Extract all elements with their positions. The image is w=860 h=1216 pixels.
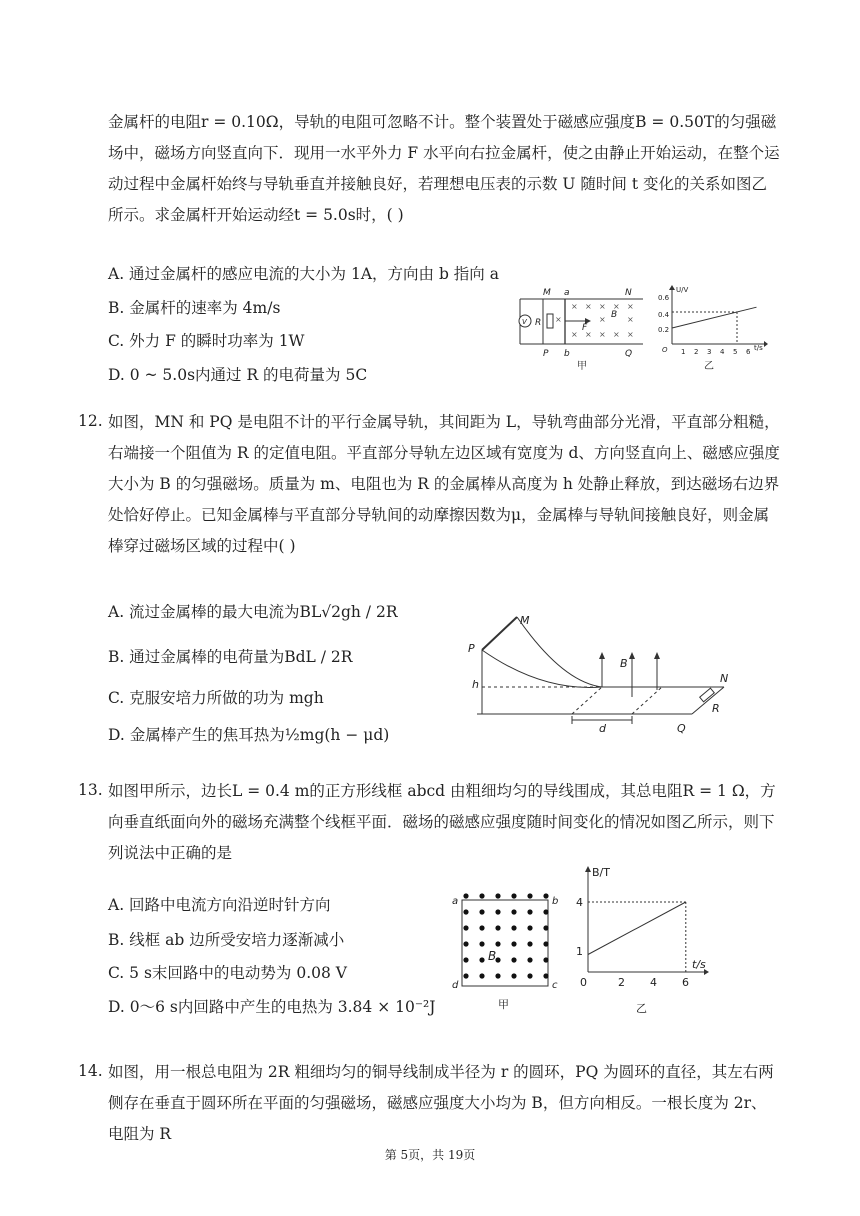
q11-circuit-figure	[515, 284, 645, 372]
q12-label-m: M	[520, 614, 530, 627]
field-dot	[479, 941, 484, 946]
field-dot	[511, 957, 516, 962]
q13-option-c: C. 5 s末回路中的电动势为 0.08 V	[108, 964, 347, 982]
q11-xtick-3: 3	[707, 348, 712, 356]
field-dot	[511, 925, 516, 930]
field-dot	[527, 973, 532, 978]
q12-option-c: C. 克服安培力所做的功为 mgh	[108, 689, 324, 707]
svg-text:×: ×	[627, 330, 634, 339]
field-dot	[527, 925, 532, 930]
q11-option-a: A. 通过金属杆的感应电流的大小为 1A，方向由 b 指向 a	[108, 265, 499, 283]
label-n: N	[625, 288, 632, 298]
field-dot	[495, 925, 500, 930]
field-dot	[511, 893, 516, 898]
caption-jia: 甲	[577, 361, 587, 372]
q13-caption-yi: 乙	[636, 1002, 647, 1015]
q13-xtick-4: 4	[650, 976, 657, 989]
q11-origin: O	[662, 346, 668, 354]
q11-option-d: D. 0 ~ 5.0s内通过 R 的电荷量为 5C	[108, 366, 368, 384]
field-dot	[479, 957, 484, 962]
q13-ytick-1: 1	[576, 945, 583, 958]
q13-option-d: D. 0～6 s内回路中产生的电热为 3.84 × 10⁻²J	[108, 998, 436, 1016]
q11-ylabel: U/V	[676, 286, 689, 294]
field-dot	[463, 973, 468, 978]
svg-text:×: ×	[613, 330, 620, 339]
q11-series-line	[672, 307, 757, 328]
q13-caption-jia: 甲	[498, 998, 509, 1011]
caption-yi: 乙	[704, 361, 714, 372]
field-dot	[511, 909, 516, 914]
label-v: V	[522, 318, 527, 326]
svg-text:×: ×	[585, 302, 592, 311]
label-b2: b	[564, 349, 570, 359]
field-dot	[479, 925, 484, 930]
q14-number: 14.	[78, 1062, 103, 1080]
q11-ytick-04: 0.4	[658, 311, 670, 319]
label-p: P	[543, 349, 549, 359]
q11-xlabel: t/s	[754, 344, 763, 352]
field-dot	[543, 925, 548, 930]
q13-label-d: d	[452, 980, 459, 991]
field-dot	[527, 909, 532, 914]
field-dot	[511, 941, 516, 946]
q13-option-b: B. 线框 ab 边所受安培力逐渐减小	[108, 931, 345, 949]
q13-ytick-4: 4	[576, 896, 583, 909]
q11-xtick-4: 4	[720, 348, 725, 356]
q12-label-h: h	[472, 678, 479, 691]
field-dot	[463, 957, 468, 962]
q13-series-line	[588, 902, 686, 955]
field-dot	[527, 957, 532, 962]
label-f: F	[582, 323, 588, 333]
q12-number: 12.	[78, 412, 103, 430]
q12-rail-figure	[462, 612, 742, 737]
field-dot	[543, 909, 548, 914]
q11-xtick-2: 2	[694, 348, 699, 356]
q14-stem: 如图，用一根总电阻为 2R 粗细均匀的铜导线制成半径为 r 的圆环，PQ 为圆环的直径，其左右两侧存在垂直于圆环所在平面的匀强磁场，磁感应强度大小均为 B，但方向相反。一根长度为 2r、电阻为 R	[108, 1063, 774, 1143]
q11-option-c: C. 外力 F 的瞬时功率为 1W	[108, 332, 305, 350]
field-dot	[479, 909, 484, 914]
q12-option-b: B. 通过金属棒的电荷量为BdL / 2R	[108, 648, 353, 666]
field-dot	[543, 941, 548, 946]
q13-stem: 如图甲所示，边长L = 0.4 m的正方形线框 abcd 由粗细均匀的导线围成，其总电阻R = 1 Ω，方向垂直纸面向外的磁场充满整个线框平面．磁场的磁感应强度随时间变化的情况如图乙所示，则下列说法中正确的是	[108, 782, 776, 862]
q13-number: 13.	[78, 781, 103, 799]
q13-frame-figure	[448, 886, 566, 1016]
q13-xlabel: t/s	[692, 958, 706, 971]
field-dot	[495, 941, 500, 946]
q13-label-field: B	[488, 949, 497, 963]
field-dot	[495, 973, 500, 978]
q13-option-a: A. 回路中电流方向沿逆时针方向	[108, 896, 331, 914]
q12-stem: 如图，MN 和 PQ 是电阻不计的平行金属导轨，其间距为 L，导轨弯曲部分光滑，平直部分粗糙，右端接一个阻值为 R 的定值电阻。平直部分导轨左边区域有宽度为 d、方向竖直向上、磁感应强度大小为 B 的匀强磁场。质量为 m、电阻也为 R 的金属棒从高度为 h 处静止释放，到达磁场右边界处恰好停止。已知金属棒与平直部分导轨间的动摩擦因数为μ，金属棒与导轨间接触良好，则金属棒穿过磁场区域的过程中( )	[108, 413, 780, 555]
q12-label-q: Q	[677, 722, 686, 735]
q12-option-d: D. 金属棒产生的焦耳热为½mg(h − μd)	[108, 726, 390, 744]
q11-option-b: B. 金属杆的速率为 4m/s	[108, 299, 281, 317]
field-dot	[463, 941, 468, 946]
q12-label-b: B	[620, 657, 628, 670]
label-r: R	[535, 318, 542, 328]
label-m: M	[543, 288, 551, 298]
q13-ylabel: B/T	[592, 866, 610, 879]
label-a: a	[564, 288, 570, 298]
field-dot	[479, 893, 484, 898]
q13-b-t-graph	[574, 860, 714, 1020]
q11-ytick-06: 0.6	[658, 294, 670, 302]
field-dot	[479, 973, 484, 978]
svg-text:×: ×	[571, 302, 578, 311]
field-dot	[543, 957, 548, 962]
q12-label-d: d	[599, 722, 606, 735]
field-dot	[495, 909, 500, 914]
q13-label-b: b	[552, 896, 559, 907]
q12-label-p: P	[468, 642, 475, 655]
label-b: B	[611, 310, 618, 320]
field-dot	[463, 909, 468, 914]
field-dot	[527, 941, 532, 946]
q13-label-a: a	[452, 896, 459, 907]
q13-xtick-6: 6	[682, 976, 689, 989]
svg-text:×: ×	[627, 315, 634, 324]
q13-xtick-0: 0	[580, 976, 587, 989]
q11-xtick-6: 6	[746, 348, 751, 356]
field-dot	[511, 973, 516, 978]
field-dot	[543, 893, 548, 898]
svg-text:×: ×	[613, 302, 620, 311]
q13-label-c: c	[552, 980, 558, 991]
q11-stem: 金属杆的电阻r = 0.10Ω，导轨的电阻可忽略不计。整个装置处于磁感应强度B = 0.50T的匀强磁场中，磁场方向竖直向下．现用一水平外力 F 水平向右拉金属杆，使之由静止开始运动，在整个运动过程中金属杆始终与导轨垂直并接触良好，若理想电压表的示数 U 随时间 t 变化的关系如图乙所示。求金属杆开始运动经t = 5.0s时，( )	[108, 113, 780, 224]
svg-text:×: ×	[627, 302, 634, 311]
page-footer: 第 5页，共 19页	[384, 1148, 476, 1162]
label-q: Q	[625, 349, 633, 359]
q11-xtick-5: 5	[733, 348, 738, 356]
field-dot	[463, 925, 468, 930]
q11-u-t-graph	[652, 284, 768, 372]
svg-text:×: ×	[599, 302, 606, 311]
field-dot	[543, 973, 548, 978]
svg-text:×: ×	[585, 330, 592, 339]
q11-xtick-1: 1	[681, 348, 686, 356]
field-dot	[527, 893, 532, 898]
q13-xtick-2: 2	[618, 976, 625, 989]
svg-text:×: ×	[555, 315, 562, 324]
svg-text:×: ×	[571, 330, 578, 339]
field-dot	[463, 893, 468, 898]
q12-option-a: A. 流过金属棒的最大电流为BL√2gh / 2R	[108, 603, 398, 621]
q12-label-r: R	[712, 702, 720, 715]
field-dot	[495, 893, 500, 898]
q12-label-n: N	[720, 672, 729, 685]
svg-text:×: ×	[599, 315, 606, 324]
q11-ytick-02: 0.2	[658, 326, 670, 334]
svg-text:×: ×	[599, 330, 606, 339]
